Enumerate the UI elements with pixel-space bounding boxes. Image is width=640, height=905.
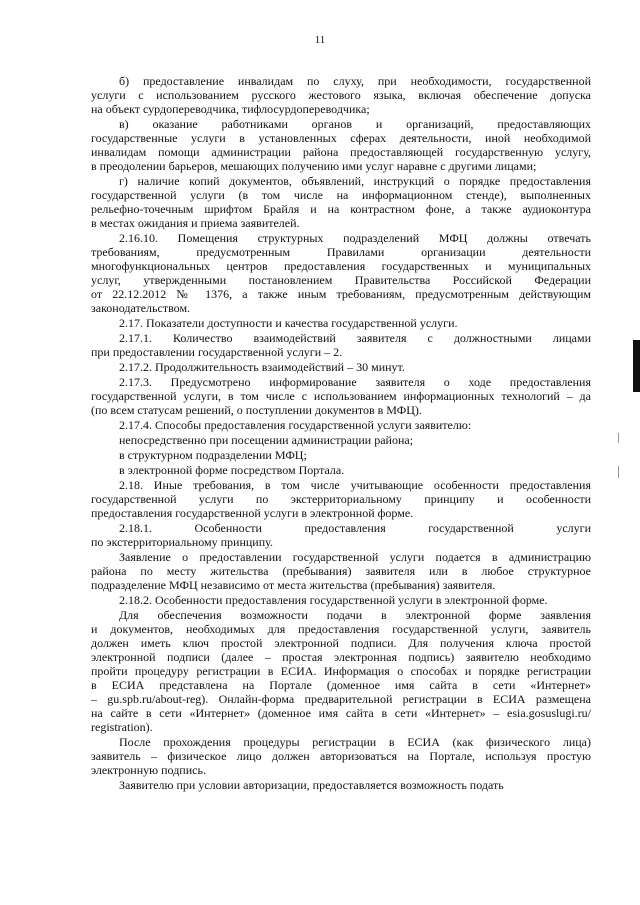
paragraph <box>91 778 591 792</box>
paragraph <box>91 360 591 374</box>
text-line: электронную подпись. <box>91 763 206 777</box>
text-line: района по месту жительства (пребывания) заявителя или в любое структурное <box>91 564 591 578</box>
text-line: подразделение МФЦ независимо от места жительства (пребывания) заявителя. <box>91 578 496 592</box>
text-line: государственной услуги (в том числе на информационном стенде), выполненных <box>91 188 591 202</box>
text-line: в) оказание работниками органов и организаций, предоставляющих <box>119 117 591 131</box>
text-line: 2.17.1. Количество взаимодействий заявителя с должностными лицами <box>119 331 591 345</box>
paragraph <box>91 608 591 734</box>
text-line: и документов, необходимых для предоставления государственной услуги, заявитель <box>91 622 591 636</box>
text-line: предоставления государственной услуги в электронной форме. <box>91 506 414 520</box>
text-line: должен иметь ключ простой электронной подписи. Для получения ключа простой <box>91 636 591 650</box>
paragraph <box>91 375 591 417</box>
paragraph <box>91 174 591 230</box>
text-line: пройти процедуру регистрации в ЕСИА. Информация о способах и порядке регистрации <box>91 664 591 678</box>
text-line: б) предоставление инвалидам по слуху, при необходимости, государственной <box>119 74 591 88</box>
paragraph <box>91 316 591 330</box>
text-line: услуг, утвержденными постановлением Правительства Российской Федерации <box>91 273 591 287</box>
paragraph <box>91 463 591 477</box>
paragraph <box>91 418 591 432</box>
text-line: в электронной форме посредством Портала. <box>119 463 345 477</box>
text-line: в местах ожидания и приема заявителей. <box>91 216 300 230</box>
text-line: при предоставлении государственной услуги – 2. <box>91 345 343 359</box>
text-line: непосредственно при посещении администрации района; <box>119 433 414 447</box>
text-line: законодательством. <box>91 301 191 315</box>
paragraph <box>91 117 591 173</box>
paragraph <box>91 74 591 116</box>
paragraph <box>91 231 591 315</box>
text-line: Заявителю при условии авторизации, предоставляется возможность подать <box>119 778 504 792</box>
scan-artifact-line <box>618 466 619 478</box>
text-line: 2.17.3. Предусмотрено информирование заявителя о ходе предоставления <box>119 375 591 389</box>
text-line: от 22.12.2012 № 1376, а также иным требованиям, предусмотренным действующим <box>91 287 591 301</box>
page-number: 11 <box>314 34 326 46</box>
text-line: многофункциональных центров предоставления государственных и муниципальных <box>91 259 591 273</box>
text-line: 2.18.2. Особенности предоставления государственной услуги в электронной форме. <box>119 593 548 607</box>
text-line: государственной услуги, в том числе с использованием информационных технологий – да <box>91 389 591 403</box>
scan-artifact-line <box>618 433 619 443</box>
paragraph <box>91 331 591 359</box>
text-line: г) наличие копий документов, объявлений, инструкций о порядке предоставления <box>119 174 591 188</box>
text-line: услуги с использованием русского жестового языка, включая обеспечение допуска <box>91 88 591 102</box>
paragraph <box>91 593 591 607</box>
text-line: на сайте в сети «Интернет» (доменное имя сайта в сети «Интернет» – esia.gosuslugi.ru/ <box>91 706 591 720</box>
text-line: После прохождения процедуры регистрации в ЕСИА (как физического лица) <box>119 735 591 749</box>
text-line: государственные услуги в установленных сферах деятельности, иной необходимой <box>91 131 591 145</box>
paragraph <box>91 735 591 777</box>
text-line: registration). <box>91 720 153 734</box>
text-line: 2.17. Показатели доступности и качества государственной услуги. <box>119 316 458 330</box>
text-line: заявитель – физическое лицо должен авторизоваться на Портале, используя простую <box>91 749 591 763</box>
paragraph <box>91 478 591 520</box>
paragraph <box>91 448 591 462</box>
text-line: 2.17.4. Способы предоставления государственной услуги заявителю: <box>119 418 472 432</box>
text-line: 2.17.2. Продолжительность взаимодействий – 30 минут. <box>119 360 405 374</box>
text-line: Заявление о предоставлении государственной услуги подается в администрацию <box>119 550 591 564</box>
text-line: (по всем статусам решений, о поступлении документов в МФЦ). <box>91 403 422 417</box>
text-line: – gu.spb.ru/about-reg). Онлайн-форма предварительной регистрации в ЕСИА размещена <box>91 692 591 706</box>
paragraph <box>91 433 591 447</box>
text-line: в преодолении барьеров, мешающих получению ими услуг наравне с другими лицами; <box>91 159 537 173</box>
paragraph <box>91 550 591 592</box>
text-line: 2.16.10. Помещения структурных подразделений МФЦ должны отвечать <box>119 231 591 245</box>
text-line: Для обеспечения возможности подачи в электронной форме заявления <box>119 608 591 622</box>
scan-edge-mark <box>633 340 640 392</box>
text-line: требованиям, предусмотренным Правилами организации деятельности <box>91 245 591 259</box>
text-line: государственной услуги по экстерриториальному принципу и особенности <box>91 492 591 506</box>
text-line: электронной подписи (далее – простая электронная подпись) заявителю необходимо <box>91 650 591 664</box>
text-line: на объект сурдопереводчика, тифлосурдопереводчика; <box>91 102 370 116</box>
paragraph <box>91 521 591 549</box>
text-line: рельефно-точечным шрифтом Брайля и на контрастном фоне, а также аудиоконтура <box>91 202 591 216</box>
text-line: по экстерриториальному принципу. <box>91 535 273 549</box>
text-line: в структурном подразделении МФЦ; <box>119 448 307 462</box>
document-body <box>91 74 591 793</box>
text-line: в ЕСИА представлена на Портале (доменное имя сайта в сети «Интернет» <box>91 678 591 692</box>
text-line: 2.18.1. Особенности предоставления государственной услуги <box>119 521 591 535</box>
text-line: 2.18. Иные требования, в том числе учитывающие особенности предоставления <box>119 478 591 492</box>
text-line: инвалидам помощи администрации района предоставляющей государственную услугу, <box>91 145 591 159</box>
